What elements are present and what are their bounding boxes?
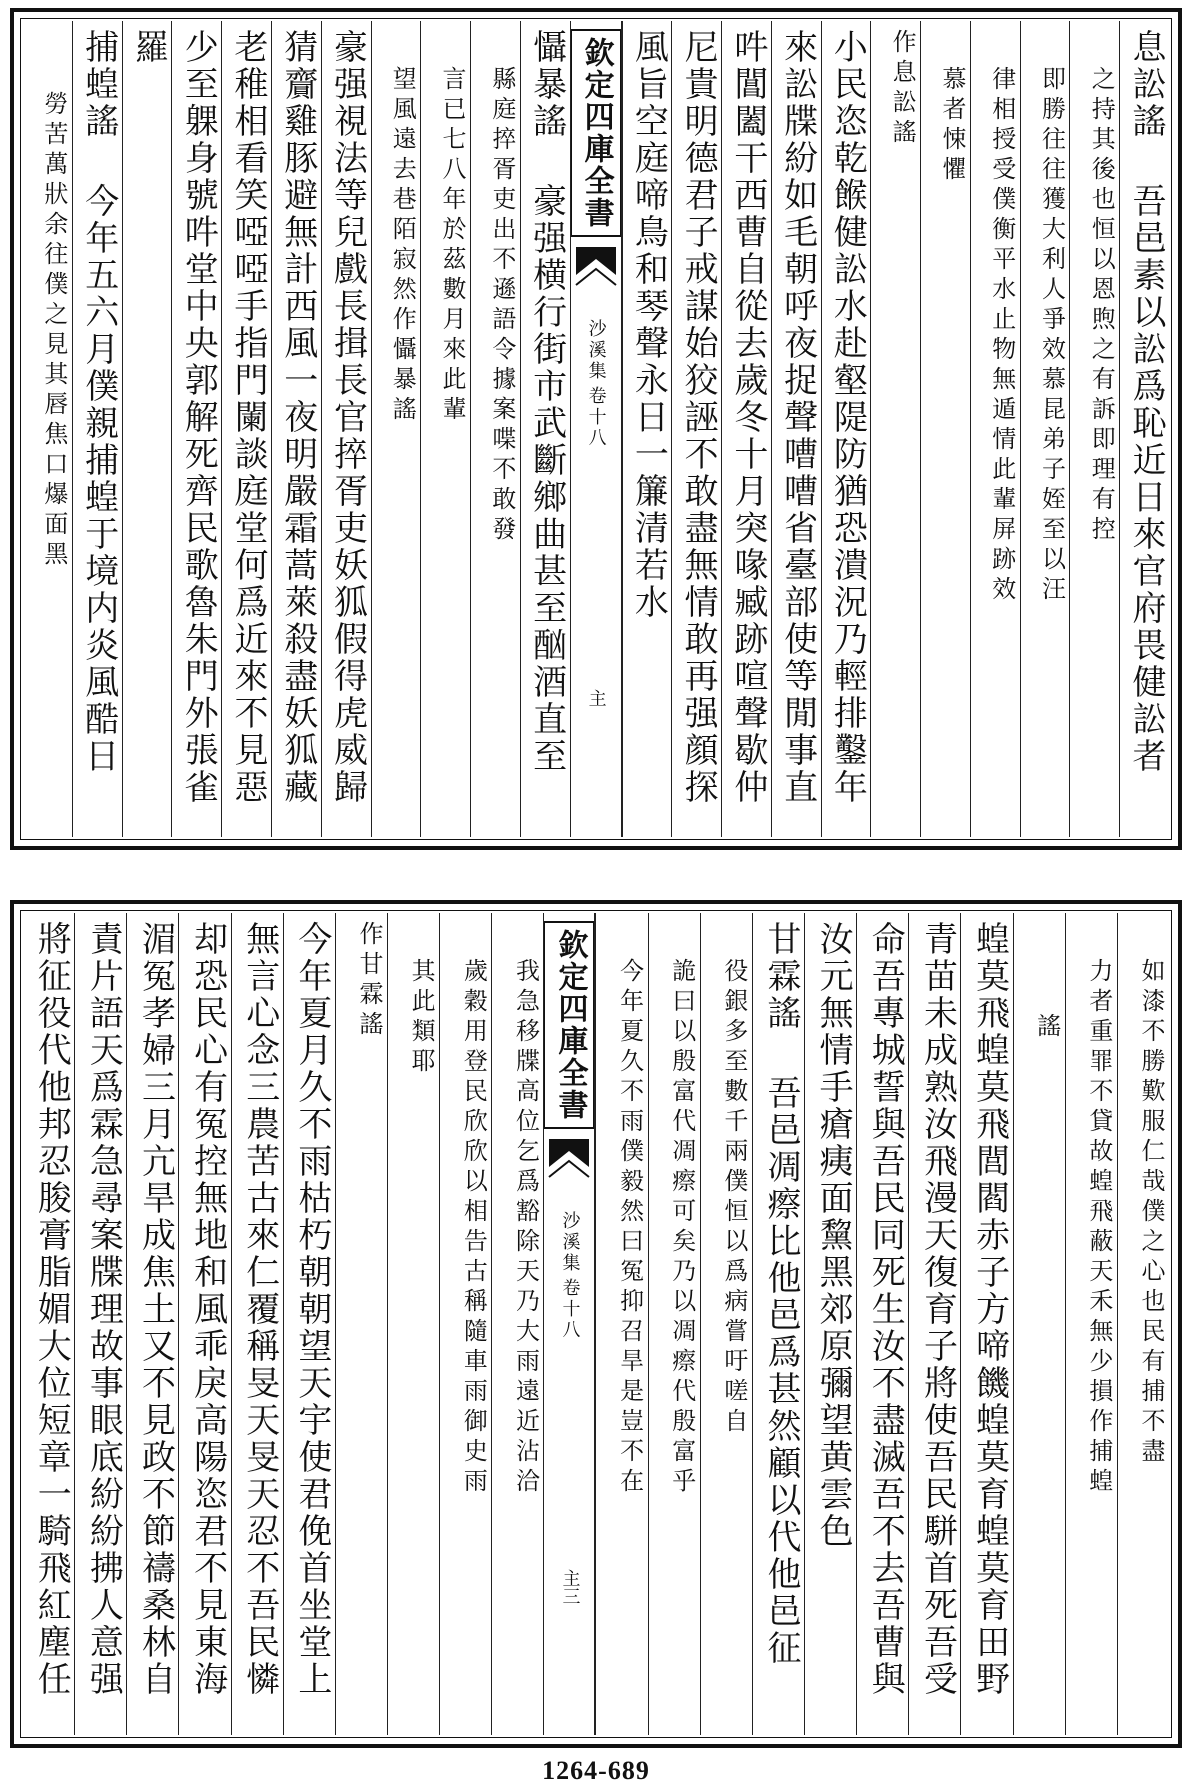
column-11: 我急移牒高位乞爲豁除天乃大雨遠近沾洽 <box>491 913 543 1735</box>
column-14: 作甘霖謠 <box>335 913 387 1735</box>
column-18: 少至躶身號吽堂中央郭解死齊民歌魯朱門外張雀 <box>171 21 221 837</box>
column-9: 詭曰以殷富代凋瘵可矣乃以凋瘵代殷富乎 <box>648 913 700 1735</box>
column-17: 却恐民心有冤控無地和風乖戾高陽恣君不見東海 <box>178 913 230 1735</box>
column-20: 捕蝗謠 今年五六月僕親捕蝗于境内炎風酷日 <box>72 21 122 837</box>
column-12: 歲穀用登民欣欣以相告古稱隨車雨御史雨 <box>439 913 491 1735</box>
column-17: 老稚相看笑啞啞手指門闌談庭堂何爲近來不見惡 <box>221 21 271 837</box>
column-8: 役銀多至數千兩僕恒以爲病嘗吁嗟自 <box>700 913 752 1735</box>
column-10: 今年夏久不雨僕毅然曰冤抑召旱是豈不在 <box>595 913 647 1735</box>
column-15: 今年夏月久不雨枯朽朝朝望天宇使君俛首坐堂上 <box>283 913 335 1735</box>
upper-page <box>10 8 1182 850</box>
column-2: 即勝往往獲大利人爭效慕昆弟子姪至以汪 <box>1020 21 1070 837</box>
center-fold <box>543 913 595 1735</box>
volume-label: 卷十八 <box>585 386 607 449</box>
column-16: 無言心念三農苦古來仁覆稱旻天旻天忍不吾民憐 <box>231 913 283 1735</box>
column-21: 勞苦萬狀余往僕之見其唇焦口爆面黑 <box>39 91 68 571</box>
book-title: 欽定四庫全書 <box>543 921 595 1129</box>
column-2: 謠 <box>1013 913 1065 1735</box>
column-3: 律相授受僕衡平水止物無遁情此輩屏跡效 <box>970 21 1020 837</box>
column-19: 責片語天爲霖急尋案牒理故事眼底紛紛拂人意强 <box>74 913 126 1735</box>
column-16: 猜齎雞豚避無計西風一夜明嚴霜蒿萊殺盡妖狐藏 <box>271 21 321 837</box>
column-3: 蝗莫飛蝗莫飛閭閻赤子方啼饑蝗莫育蝗莫育田野 <box>960 913 1012 1735</box>
column-4: 青苗未成熟汝飛漫天復育子將使吾民駢首死吾受 <box>908 913 960 1735</box>
column-7: 甘霖謠 吾邑凋瘵比他邑爲甚然顧以代他邑征 <box>752 913 804 1735</box>
lower-page-columns <box>23 913 1169 1735</box>
column-4: 慕者悚懼 <box>920 21 970 837</box>
column-1: 力者重罪不貸故蝗飛蔽天禾無少損作捕蝗 <box>1065 913 1117 1735</box>
column-20: 將征役代他邦忍朘膏脂媚大位短章一騎飛紅塵任 <box>31 921 72 1698</box>
volume-label: 卷十八 <box>559 1278 581 1341</box>
center-fold <box>570 21 622 837</box>
column-6: 小民恣乾餱健訟水赴壑隄防猶恐潰況乃輕排鑿年 <box>821 21 871 837</box>
column-7: 來訟牒紛如毛朝呼夜捉聲嘈嘈省臺部使等閒事直 <box>771 21 821 837</box>
collection-name: 沙溪集 <box>559 1211 581 1274</box>
book-title: 欽定四庫全書 <box>570 29 622 237</box>
column-14: 望風遠去巷陌寂然作懾暴謠 <box>371 21 421 837</box>
column-6: 汝元無情手瘡痍面黧黑郊原彌望黄雲色 <box>804 913 856 1735</box>
column-19: 羅 <box>122 21 172 837</box>
column-0: 如漆不勝歎服仁哉僕之心也民有捕不盡 <box>1117 913 1169 1735</box>
collection-name: 沙溪集 <box>585 319 607 382</box>
column-13: 其此類耶 <box>387 913 439 1735</box>
column-11: 懾暴謠 豪强横行街市武斷鄉曲甚至酗酒直至 <box>520 21 570 837</box>
column-18: 湄冤孝婦三月亢旱成焦土又不見政不節禱桑林自 <box>126 913 178 1735</box>
column-12: 縣庭捽胥吏出不遜語令據案喋不敢發 <box>470 21 520 837</box>
column-10: 風旨空庭啼鳥和琴聲永日一簾清若水 <box>622 21 672 837</box>
fish-tail-mark-icon <box>574 245 618 315</box>
lower-page <box>10 900 1182 1748</box>
page-number: 1264-689 <box>542 1756 650 1785</box>
upper-page-columns <box>23 21 1169 837</box>
column-8: 吽閶闔干西曹自從去歲冬十月突喙臧跡喧聲歇仲 <box>721 21 771 837</box>
column-5: 命吾專城誓與吾民同死生汝不盡滅吾不去吾曹與 <box>856 913 908 1735</box>
fish-tail-mark-icon <box>547 1137 591 1207</box>
column-9: 尼貴明德君子戒謀始狡誣不敢盡無情敢再强顔探 <box>671 21 721 837</box>
column-15: 豪强視法等兒戲長揖長官捽胥吏妖狐假得虎威歸 <box>321 21 371 837</box>
column-0: 息訟謠 吾邑素以訟爲恥近日來官府畏健訟者 <box>1119 21 1169 837</box>
leaf-number: 主 <box>585 689 607 707</box>
column-5: 作息訟謠 <box>870 21 920 837</box>
column-1: 之持其後也恒以恩煦之有訴即理有控 <box>1069 21 1119 837</box>
leaf-number: 主三 <box>559 1569 581 1605</box>
column-13: 言已七八年於茲數月來此輩 <box>420 21 470 837</box>
